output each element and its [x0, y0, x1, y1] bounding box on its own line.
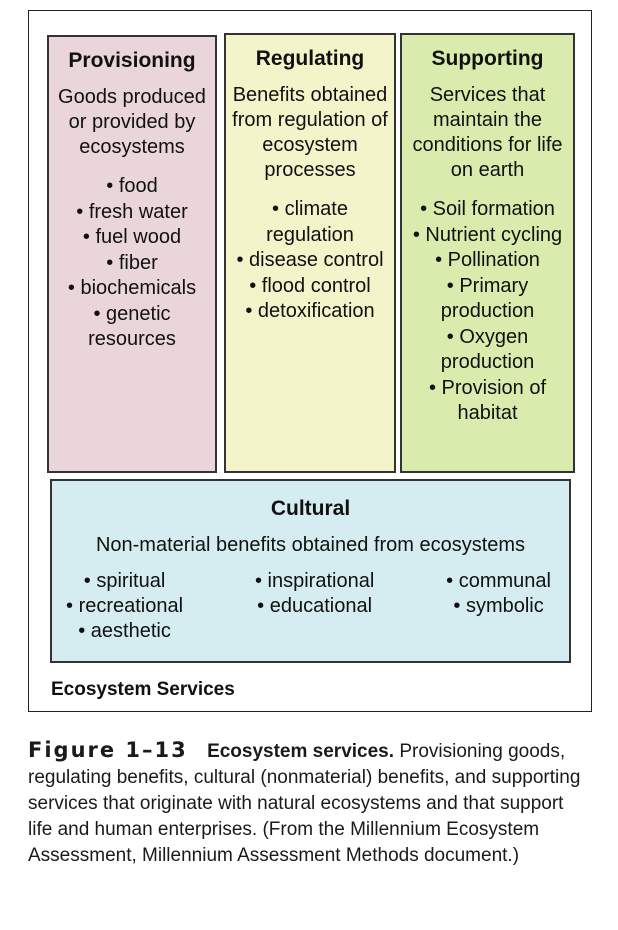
list-item: • food — [53, 174, 211, 200]
figure-label: Figure 1–13 — [28, 738, 188, 762]
list-item: • disease control — [230, 248, 390, 274]
list-item: • flood control — [230, 274, 390, 300]
provisioning-list — [49, 174, 215, 353]
list-item: • Oxygen production — [406, 325, 569, 376]
list-item: • aesthetic — [66, 619, 183, 644]
supporting-title: Supporting — [431, 47, 544, 70]
list-item: • symbolic — [446, 594, 551, 619]
cultural-column — [66, 569, 183, 644]
list-item: • fiber — [53, 251, 211, 277]
regulating-description: Benefits obtained from regulation of ecosystem processes — [232, 84, 388, 181]
list-item: • genetic resources — [53, 302, 211, 353]
list-item: • educational — [255, 594, 374, 619]
list-item: • Provision of habitat — [406, 376, 569, 427]
supporting-description: Services that maintain the conditions for life on earth — [412, 84, 563, 181]
list-item: • Soil formation — [406, 197, 569, 223]
list-item: • communal — [446, 569, 551, 594]
list-item: • inspirational — [255, 569, 374, 594]
list-item: • Primary production — [406, 274, 569, 325]
figure-heading: Ecosystem services. — [207, 741, 395, 762]
cultural-column — [255, 569, 374, 644]
ecosystem-services-diagram — [28, 10, 592, 712]
cultural-columns — [52, 569, 569, 644]
cultural-column — [446, 569, 551, 644]
list-item: • recreational — [66, 594, 183, 619]
list-item: • biochemicals — [53, 276, 211, 302]
list-item: • fresh water — [53, 200, 211, 226]
figure-caption-text: Provisioning goods, regulating benefits, cultural (nonmaterial) benefits, and supporting services that originate with natural ecosystems and that support life and human enterprises. (From the Millennium Ecosystem Assessment, Millennium Assessment Methods document.) — [28, 741, 581, 866]
list-item: • Pollination — [406, 248, 569, 274]
list-item: • spiritual — [66, 569, 183, 594]
cultural-description: Non-material benefits obtained from ecosystems — [95, 534, 526, 556]
cultural-box — [50, 479, 571, 663]
supporting-list — [402, 197, 573, 427]
frame-caption: Ecosystem Services — [51, 679, 235, 700]
cultural-title: Cultural — [270, 497, 351, 520]
figure-caption — [28, 737, 590, 869]
provisioning-title: Provisioning — [68, 49, 196, 72]
supporting-box — [400, 33, 575, 473]
regulating-list — [226, 197, 394, 325]
list-item: • fuel wood — [53, 225, 211, 251]
list-item: • Nutrient cycling — [406, 223, 569, 249]
provisioning-description: Goods produced or provided by ecosystems — [58, 86, 206, 158]
list-item: • detoxification — [230, 299, 390, 325]
provisioning-box — [47, 35, 217, 473]
list-item: • climate regulation — [230, 197, 390, 248]
regulating-box — [224, 33, 396, 473]
regulating-title: Regulating — [255, 47, 365, 70]
